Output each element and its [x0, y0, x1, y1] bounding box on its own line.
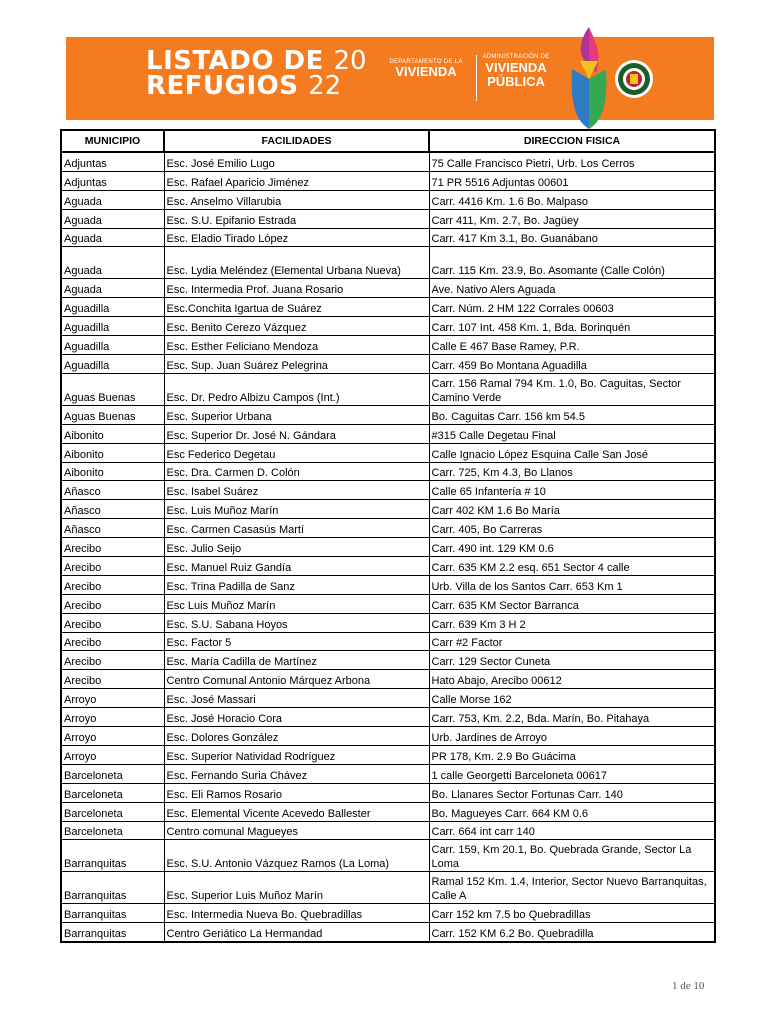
municipio-cell: Aibonito — [61, 424, 164, 443]
municipio-cell: Arecibo — [61, 613, 164, 632]
address-cell: Calle 65 Infantería # 10 — [429, 481, 715, 500]
municipio-cell: Aibonito — [61, 443, 164, 462]
table-row — [61, 689, 715, 708]
address-cell: Calle E 467 Base Ramey, P.R. — [429, 336, 715, 355]
municipio-cell: Aguadilla — [61, 298, 164, 317]
shelters-table — [60, 129, 716, 943]
table-row — [61, 209, 715, 228]
table-row — [61, 670, 715, 689]
table-row — [61, 745, 715, 764]
address-cell: Ramal 152 Km. 1.4, Interior, Sector Nuevo Barranquitas, Calle A — [429, 872, 715, 904]
municipio-cell: Barranquitas — [61, 904, 164, 923]
address-cell: Carr 411, Km. 2.7, Bo. Jagüey — [429, 209, 715, 228]
municipio-cell: Barceloneta — [61, 802, 164, 821]
municipio-cell: Arecibo — [61, 575, 164, 594]
col-header-municipio: MUNICIPIO — [61, 130, 164, 152]
facility-cell: Centro Geriático La Hermandad — [164, 923, 429, 942]
facility-cell: Esc. Lydia Meléndez (Elemental Urbana Nueva) — [164, 247, 429, 279]
municipio-cell: Barranquitas — [61, 840, 164, 872]
table-row — [61, 405, 715, 424]
table-row — [61, 802, 715, 821]
municipio-cell: Arecibo — [61, 651, 164, 670]
municipio-cell: Aguadilla — [61, 355, 164, 374]
adm-big-text-1: VIVIENDA — [485, 60, 547, 75]
address-cell: Carr. Núm. 2 HM 122 Corrales 00603 — [429, 298, 715, 317]
address-cell: Calle Ignacio López Esquina Calle San José — [429, 443, 715, 462]
address-cell: Carr. 107 Int. 458 Km. 1, Bda. Borinquén — [429, 317, 715, 336]
facility-cell: Esc. José Horacio Cora — [164, 708, 429, 727]
table-row — [61, 152, 715, 171]
address-cell: Carr. 417 Km 3.1, Bo. Guanábano — [429, 228, 715, 247]
dept-big-text: VIVIENDA — [395, 64, 457, 79]
municipio-cell: Aguada — [61, 190, 164, 209]
title-line-1: LISTADO DE — [146, 46, 324, 76]
address-cell: Calle Morse 162 — [429, 689, 715, 708]
address-cell: #315 Calle Degetau Final — [429, 424, 715, 443]
facility-cell: Esc Federico Degetau — [164, 443, 429, 462]
address-cell: Carr. 405, Bo Carreras — [429, 519, 715, 538]
col-header-facilidades: FACILIDADES — [164, 130, 429, 152]
address-cell: Carr 402 KM 1.6 Bo María — [429, 500, 715, 519]
address-cell: Bo. Caguitas Carr. 156 km 54.5 — [429, 405, 715, 424]
municipio-cell: Aguadilla — [61, 317, 164, 336]
year-line-1: 20 — [333, 46, 367, 76]
facility-cell: Centro Comunal Antonio Márquez Arbona — [164, 670, 429, 689]
municipio-cell: Añasco — [61, 481, 164, 500]
municipio-cell: Aguadilla — [61, 336, 164, 355]
facility-cell: Esc. S.U. Epifanio Estrada — [164, 209, 429, 228]
facility-cell: Esc. Eli Ramos Rosario — [164, 783, 429, 802]
municipio-cell: Aguada — [61, 209, 164, 228]
shield-leaf-emblem-icon — [566, 25, 612, 133]
table-row — [61, 651, 715, 670]
table-row — [61, 632, 715, 651]
address-cell: Carr. 635 KM Sector Barranca — [429, 594, 715, 613]
address-cell: Carr. 156 Ramal 794 Km. 1.0, Bo. Caguitas, Sector Camino Verde — [429, 373, 715, 405]
year-line-2: 22 — [308, 71, 342, 101]
facility-cell: Esc. Julio Seijo — [164, 538, 429, 557]
table-row — [61, 904, 715, 923]
table-row — [61, 840, 715, 872]
facility-cell: Esc. Superior Luis Muñoz Marín — [164, 872, 429, 904]
municipio-cell: Aguas Buenas — [61, 373, 164, 405]
table-row — [61, 443, 715, 462]
table-row — [61, 336, 715, 355]
municipio-cell: Adjuntas — [61, 171, 164, 190]
address-cell: Carr. 753, Km. 2.2, Bda. Marín, Bo. Pitahaya — [429, 708, 715, 727]
address-cell: Carr. 459 Bo Montana Aguadilla — [429, 355, 715, 374]
facility-cell: Esc. Esther Feliciano Mendoza — [164, 336, 429, 355]
facility-cell: Esc. Fernando Suria Chávez — [164, 764, 429, 783]
municipio-cell: Arecibo — [61, 594, 164, 613]
table-row — [61, 462, 715, 481]
address-cell: Carr. 725, Km 4.3, Bo Llanos — [429, 462, 715, 481]
address-cell: Carr. 159, Km 20.1, Bo. Quebrada Grande, Sector La Loma — [429, 840, 715, 872]
facility-cell: Esc. Rafael Aparicio Jiménez — [164, 171, 429, 190]
address-cell: Carr. 635 KM 2.2 esq. 651 Sector 4 calle — [429, 557, 715, 576]
address-cell: 71 PR 5516 Adjuntas 00601 — [429, 171, 715, 190]
department-logo — [384, 59, 468, 79]
facility-cell: Esc. Intermedia Nueva Bo. Quebradillas — [164, 904, 429, 923]
municipio-cell: Arroyo — [61, 708, 164, 727]
municipio-cell: Barceloneta — [61, 764, 164, 783]
facility-cell: Esc. Trina Padilla de Sanz — [164, 575, 429, 594]
header-banner — [66, 37, 714, 120]
page-number: 1 de 10 — [672, 980, 705, 992]
logo-divider — [476, 55, 477, 101]
municipio-cell: Arroyo — [61, 689, 164, 708]
table-row — [61, 298, 715, 317]
address-cell: Hato Abajo, Arecibo 00612 — [429, 670, 715, 689]
address-cell: Carr. 129 Sector Cuneta — [429, 651, 715, 670]
address-cell: Carr #2 Factor — [429, 632, 715, 651]
address-cell: Carr. 639 Km 3 H 2 — [429, 613, 715, 632]
page-title — [146, 46, 367, 101]
address-cell: Urb. Jardines de Arroyo — [429, 727, 715, 746]
facility-cell: Esc Luis Muñoz Marín — [164, 594, 429, 613]
municipio-cell: Arecibo — [61, 557, 164, 576]
table-row — [61, 500, 715, 519]
facility-cell: Esc. Dolores González — [164, 727, 429, 746]
col-header-direccion: DIRECCION FISICA — [429, 130, 715, 152]
table-row — [61, 247, 715, 279]
facility-cell: Esc. Factor 5 — [164, 632, 429, 651]
facility-cell: Esc. Elemental Vicente Acevedo Ballester — [164, 802, 429, 821]
government-seal-icon — [614, 59, 654, 99]
table-row — [61, 923, 715, 942]
municipio-cell: Arecibo — [61, 538, 164, 557]
facility-cell: Esc. Superior Urbana — [164, 405, 429, 424]
facility-cell: Esc. Isabel Suárez — [164, 481, 429, 500]
table-header-row — [61, 130, 715, 152]
municipio-cell: Aguada — [61, 247, 164, 279]
facility-cell: Esc. Intermedia Prof. Juana Rosario — [164, 279, 429, 298]
table-row — [61, 727, 715, 746]
address-cell: Carr. 490 int. 129 KM 0.6 — [429, 538, 715, 557]
adm-big-text-2: PÚBLICA — [487, 74, 545, 89]
table-row — [61, 228, 715, 247]
facility-cell: Esc. Manuel Ruiz Gandía — [164, 557, 429, 576]
address-cell: Carr. 664 int carr 140 — [429, 821, 715, 840]
municipio-cell: Aguada — [61, 228, 164, 247]
table-row — [61, 783, 715, 802]
administration-logo — [480, 53, 552, 89]
table-row — [61, 821, 715, 840]
facility-cell: Esc. Superior Natividad Rodríguez — [164, 745, 429, 764]
address-cell: Carr. 115 Km. 23.9, Bo. Asomante (Calle Colón) — [429, 247, 715, 279]
table-row — [61, 355, 715, 374]
table-row — [61, 190, 715, 209]
facility-cell: Esc. Carmen Casasús Martí — [164, 519, 429, 538]
table-row — [61, 708, 715, 727]
municipio-cell: Arroyo — [61, 727, 164, 746]
facility-cell: Esc. José Massari — [164, 689, 429, 708]
table-row — [61, 519, 715, 538]
facility-cell: Esc. Eladio Tirado López — [164, 228, 429, 247]
table-row — [61, 424, 715, 443]
address-cell: 1 calle Georgetti Barceloneta 00617 — [429, 764, 715, 783]
municipio-cell: Aibonito — [61, 462, 164, 481]
municipio-cell: Aguas Buenas — [61, 405, 164, 424]
table-row — [61, 872, 715, 904]
table-row — [61, 613, 715, 632]
address-cell: Carr. 152 KM 6.2 Bo. Quebradilla — [429, 923, 715, 942]
facility-cell: Esc. Luis Muñoz Marín — [164, 500, 429, 519]
facility-cell: Esc. Dr. Pedro Albizu Campos (Int.) — [164, 373, 429, 405]
address-cell: PR 178, Km. 2.9 Bo Guácima — [429, 745, 715, 764]
municipio-cell: Barranquitas — [61, 872, 164, 904]
municipio-cell: Arecibo — [61, 632, 164, 651]
municipio-cell: Adjuntas — [61, 152, 164, 171]
address-cell: Carr. 4416 Km. 1.6 Bo. Malpaso — [429, 190, 715, 209]
facility-cell: Esc. Sup. Juan Suárez Pelegrina — [164, 355, 429, 374]
address-cell: 75 Calle Francisco Pietri, Urb. Los Cerros — [429, 152, 715, 171]
table-row — [61, 171, 715, 190]
facility-cell: Esc. María Cadilla de Martínez — [164, 651, 429, 670]
adm-small-text: ADMINISTRACIÓN DE — [482, 54, 550, 60]
title-line-2: REFUGIOS — [146, 71, 299, 101]
municipio-cell: Aguada — [61, 279, 164, 298]
municipio-cell: Añasco — [61, 500, 164, 519]
address-cell: Urb. Villa de los Santos Carr. 653 Km 1 — [429, 575, 715, 594]
table-row — [61, 279, 715, 298]
facility-cell: Esc. José Emilio Lugo — [164, 152, 429, 171]
address-cell: Bo. Llanares Sector Fortunas Carr. 140 — [429, 783, 715, 802]
facility-cell: Esc. S.U. Antonio Vázquez Ramos (La Loma) — [164, 840, 429, 872]
address-cell: Bo. Magueyes Carr. 664 KM 0.6 — [429, 802, 715, 821]
facility-cell: Centro comunal Magueyes — [164, 821, 429, 840]
municipio-cell: Barranquitas — [61, 923, 164, 942]
table-row — [61, 317, 715, 336]
table-row — [61, 373, 715, 405]
table-row — [61, 594, 715, 613]
municipio-cell: Barceloneta — [61, 783, 164, 802]
table-row — [61, 557, 715, 576]
municipio-cell: Arroyo — [61, 745, 164, 764]
facility-cell: Esc. Anselmo Villarubia — [164, 190, 429, 209]
facility-cell: Esc.Conchita Igartua de Suárez — [164, 298, 429, 317]
table-row — [61, 764, 715, 783]
municipio-cell: Arecibo — [61, 670, 164, 689]
facility-cell: Esc. S.U. Sabana Hoyos — [164, 613, 429, 632]
facility-cell: Esc. Superior Dr. José N. Gándara — [164, 424, 429, 443]
facility-cell: Esc. Dra. Carmen D. Colón — [164, 462, 429, 481]
address-cell: Ave. Nativo Alers Aguada — [429, 279, 715, 298]
dept-small-text: DEPARTAMENTO DE LA — [389, 59, 463, 65]
municipio-cell: Barceloneta — [61, 821, 164, 840]
municipio-cell: Añasco — [61, 519, 164, 538]
table-row — [61, 575, 715, 594]
facility-cell: Esc. Benito Cerezo Vázquez — [164, 317, 429, 336]
table-row — [61, 538, 715, 557]
table-row — [61, 481, 715, 500]
address-cell: Carr 152 km 7.5 bo Quebradillas — [429, 904, 715, 923]
